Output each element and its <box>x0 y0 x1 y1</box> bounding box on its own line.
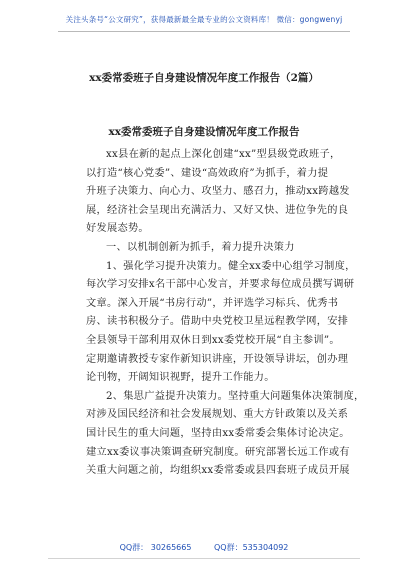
body-line: xx县在新的起点上深化创建“xx”型县级党政班子， <box>106 149 341 160</box>
footer <box>0 542 408 553</box>
document-body <box>86 146 365 481</box>
body-line: 每次学习安排x名干部中心发言，并要求每位成员撰写调研 <box>86 279 355 291</box>
body-line: 关重大问题之前，均组织xx委常委或县四套班子成员开展 <box>86 465 350 477</box>
body-line: 定期邀请教授专家作新知识讲座，开设领导讲坛，创办理 <box>86 353 349 365</box>
header-banner: 关注头条号“公文研究”，获得最新最全最专业的公文资料库！ 微信：gongwenyj <box>65 15 343 24</box>
body-line: 好发展态势。 <box>86 223 149 235</box>
body-line: 2、集思广益提升决策力。坚持重大问题集体决策制度， <box>106 390 365 402</box>
body-line: 对涉及国民经济和社会发展规划、重大方针政策以及关系 <box>86 409 349 421</box>
body-line: 建立xx委议事决策调查研究制度。研究部署长远工作或有 <box>86 446 350 458</box>
header-divider <box>58 31 350 32</box>
section-title: xx委常委班子自身建设情况年度工作报告 <box>108 126 300 138</box>
footer-qq-group-1: QQ群： 30265665 <box>119 543 192 552</box>
body-line: 文章。深入开展“书房行动”，并评选学习标兵、优秀书 <box>86 297 339 309</box>
document-title: xx委常委班子自身建设情况年度工作报告（2篇） <box>89 72 319 84</box>
body-line: 房、读书积极分子。借助中央党校卫星远程教学网，安排 <box>86 316 349 328</box>
body-line: 展，经济社会呈现出充满活力、又好又快、进位争先的良 <box>86 204 349 216</box>
body-line: 1、强化学习提升决策力。健全xx委中心组学习制度， <box>106 260 356 272</box>
footer-divider <box>48 558 360 559</box>
body-heading: 一、以机制创新为抓手，着力提升决策力 <box>106 241 295 253</box>
body-line: 论刊物，开阔知识视野，提升工作能力。 <box>86 372 275 384</box>
body-line: 全县领导干部利用双休日到xx委党校开展“自主参训”。 <box>86 334 340 346</box>
body-line: 升班子决策力、向心力、攻坚力、感召力，推动xx跨越发 <box>86 186 350 198</box>
footer-qq-group-2: QQ群：535304092 <box>214 543 289 552</box>
body-line: 国计民生的重大问题，坚持由xx委常委会集体讨论决定。 <box>86 427 350 439</box>
body-line: 以打造“核心党委”、建设“高效政府”为抓手，着力提 <box>86 167 329 179</box>
